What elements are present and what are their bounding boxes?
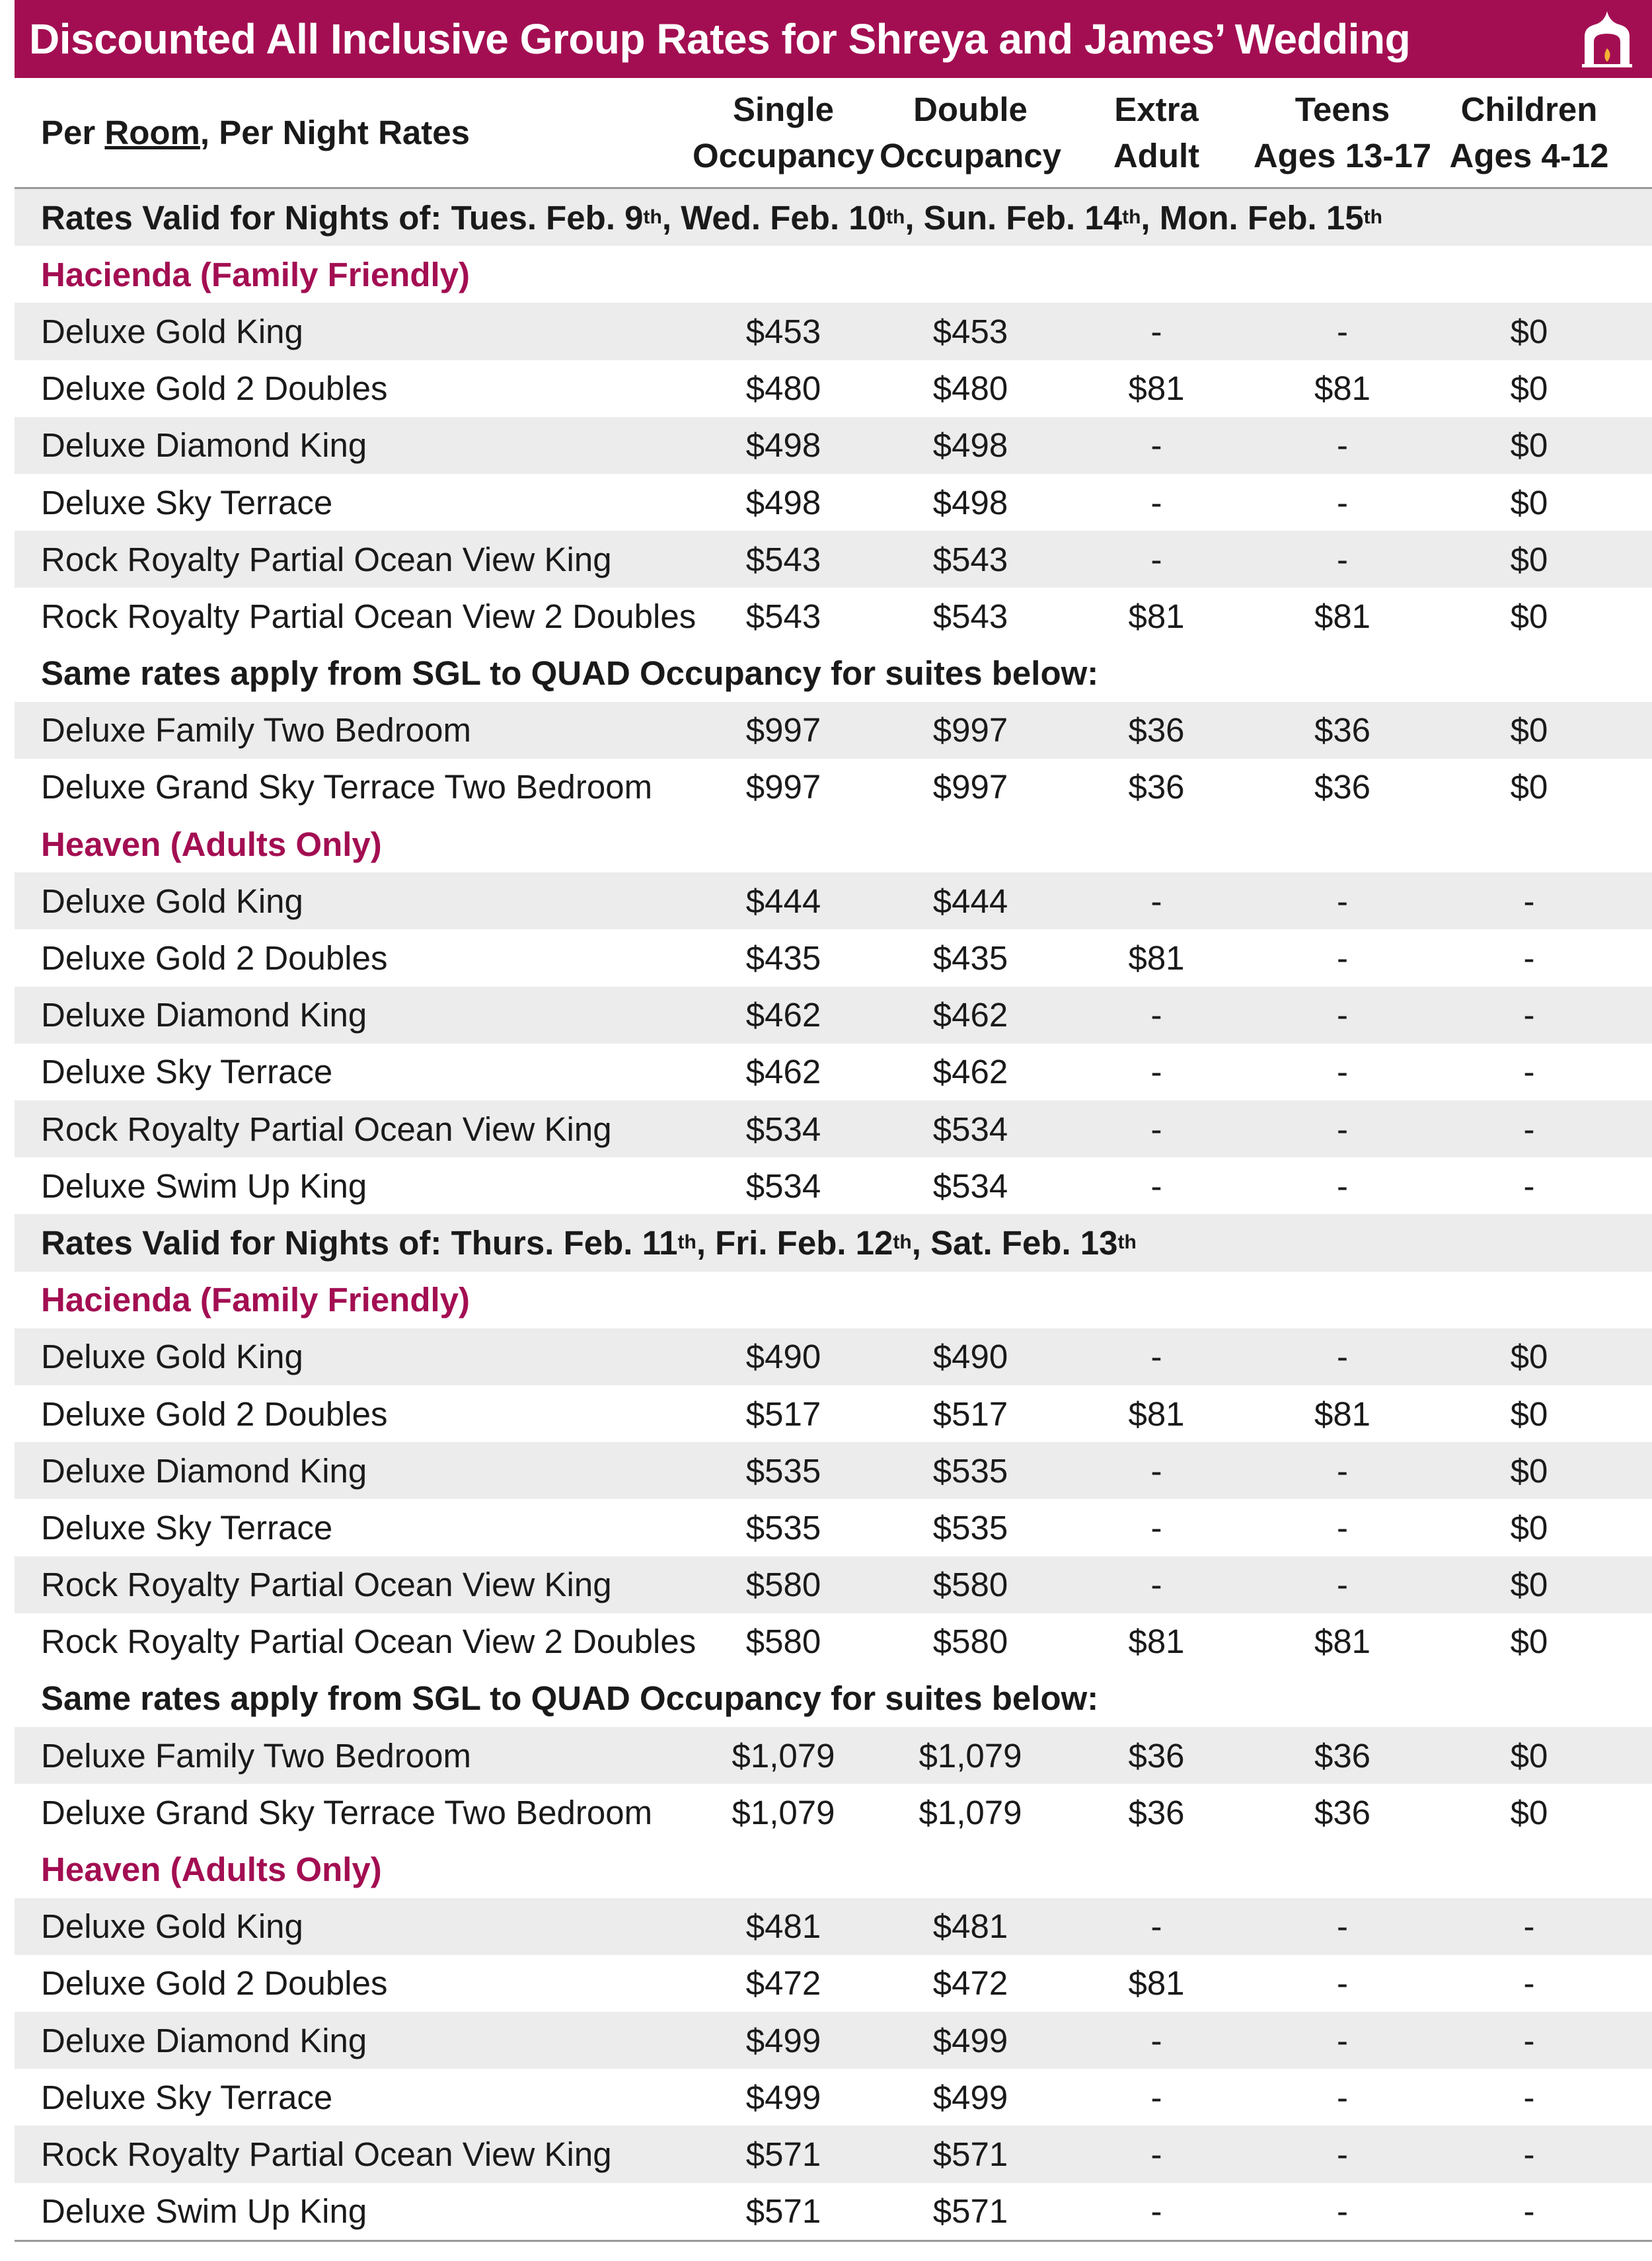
title-bar: [15, 0, 1652, 78]
teens-rate: -: [1337, 996, 1348, 1034]
rate-table-body: [15, 189, 1652, 2240]
table-row: [15, 987, 1652, 1044]
single-rate: $534: [745, 1110, 821, 1148]
room-type: Deluxe Grand Sky Terrace Two Bedroom: [41, 1793, 653, 1831]
rate-period-header: Rates Valid for Nights of: Thurs. Feb. 11 th , Fri. Feb. 12 th , Sat. Feb. 13 th: [15, 1214, 1652, 1271]
room-underlined: Room: [104, 114, 200, 151]
double-rate: $543: [932, 597, 1008, 635]
table-row: [15, 1385, 1652, 1442]
single-rate: $480: [745, 369, 821, 408]
extra-adult-rate: -: [1150, 2078, 1162, 2116]
extra-adult-rate: -: [1150, 996, 1162, 1034]
extra-adult-rate: -: [1150, 483, 1162, 521]
extra-adult-rate: -: [1150, 312, 1162, 350]
table-row: [15, 1955, 1652, 2012]
table-row: [15, 2126, 1652, 2182]
header-single: Single Occupancy: [693, 90, 874, 174]
single-rate: $997: [745, 711, 821, 749]
double-rate: $481: [932, 1907, 1008, 1946]
extra-adult-rate: -: [1150, 2192, 1162, 2231]
room-type: Rock Royalty Partial Ocean View 2 Doubles: [41, 1623, 696, 1661]
teens-rate: -: [1337, 1566, 1348, 1604]
children-rate: -: [1523, 1907, 1535, 1946]
room-type: Deluxe Swim Up King: [41, 1167, 367, 1205]
double-rate: $580: [932, 1623, 1008, 1661]
room-type: Deluxe Gold 2 Doubles: [41, 1395, 388, 1433]
table-row: [15, 929, 1652, 986]
children-rate: $0: [1510, 597, 1548, 635]
single-rate: $534: [745, 1167, 821, 1205]
room-type: Deluxe Sky Terrace: [41, 1508, 333, 1547]
table-row: [15, 1044, 1652, 1100]
table-row: [15, 702, 1652, 759]
column-header-row: [15, 78, 1652, 189]
children-rate: $0: [1510, 1736, 1548, 1775]
teens-rate: -: [1337, 312, 1348, 350]
extra-adult-rate: -: [1150, 1566, 1162, 1604]
resort-section-header: Heaven (Adults Only): [41, 825, 382, 863]
children-rate: $0: [1510, 1566, 1548, 1604]
children-rate: -: [1523, 1964, 1535, 2003]
room-type: Rock Royalty Partial Ocean View King: [41, 540, 612, 578]
extra-adult-rate: $36: [1128, 711, 1185, 749]
single-rate: $444: [745, 882, 821, 920]
teens-rate: -: [1337, 426, 1348, 465]
extra-adult-rate: -: [1150, 2135, 1162, 2173]
table-row: [15, 872, 1652, 929]
room-type: Deluxe Gold King: [41, 1907, 303, 1946]
teens-rate: -: [1337, 483, 1348, 521]
extra-adult-rate: -: [1150, 540, 1162, 578]
room-type: Deluxe Diamond King: [41, 2021, 367, 2059]
double-rate: $997: [932, 768, 1008, 806]
children-rate: $0: [1510, 1395, 1548, 1433]
extra-adult-rate: -: [1150, 1167, 1162, 1205]
children-rate: -: [1523, 1053, 1535, 1091]
header-teens: Teens Ages 13-17: [1253, 90, 1432, 174]
extra-adult-rate: $81: [1128, 1964, 1185, 2003]
table-row: [15, 1613, 1652, 1670]
children-rate: $0: [1510, 1508, 1548, 1547]
double-rate: $435: [932, 939, 1008, 977]
children-rate: $0: [1510, 711, 1548, 749]
single-rate: $499: [745, 2021, 821, 2059]
double-rate: $462: [932, 1053, 1008, 1091]
room-type: Deluxe Gold 2 Doubles: [41, 1964, 388, 2003]
children-rate: -: [1523, 882, 1535, 920]
room-type: Deluxe Gold King: [41, 882, 303, 920]
double-rate: $472: [932, 1964, 1008, 2003]
teens-rate: -: [1337, 1338, 1348, 1376]
children-rate: -: [1523, 2078, 1535, 2116]
single-rate: $571: [745, 2192, 821, 2231]
table-row: [15, 360, 1652, 417]
rate-period-header: Rates Valid for Nights of: Tues. Feb. 9 th , Wed. Feb. 10 th , Sun. Feb. 14 th , Mon. Feb. 15 th: [15, 189, 1652, 246]
children-rate: $0: [1510, 540, 1548, 578]
table-row: [15, 1727, 1652, 1784]
teens-rate: $36: [1314, 711, 1371, 749]
room-type: Deluxe Sky Terrace: [41, 483, 333, 521]
single-rate: $462: [745, 996, 821, 1034]
resort-section-header: Heaven (Adults Only): [41, 1851, 382, 1889]
single-rate: $453: [745, 312, 821, 350]
double-rate: $499: [932, 2078, 1008, 2116]
table-row: [15, 1499, 1652, 1556]
table-row: [15, 2183, 1652, 2240]
single-rate: $535: [745, 1451, 821, 1490]
teens-rate: -: [1337, 1167, 1348, 1205]
children-rate: $0: [1510, 426, 1548, 465]
extra-adult-rate: -: [1150, 882, 1162, 920]
double-rate: $480: [932, 369, 1008, 408]
single-rate: $1,079: [732, 1793, 835, 1831]
children-rate: $0: [1510, 1623, 1548, 1661]
header-double: Double Occupancy: [880, 90, 1061, 174]
room-type: Deluxe Grand Sky Terrace Two Bedroom: [41, 768, 653, 806]
single-rate: $535: [745, 1508, 821, 1547]
rates-basis-label: Per Room, Per Night Rates: [41, 114, 470, 151]
room-type: Deluxe Family Two Bedroom: [41, 1736, 471, 1775]
extra-adult-rate: -: [1150, 1053, 1162, 1091]
teens-rate: -: [1337, 1451, 1348, 1490]
children-rate: $0: [1510, 1451, 1548, 1490]
double-rate: $580: [932, 1566, 1008, 1604]
table-row: [15, 1328, 1652, 1385]
children-rate: -: [1523, 2021, 1535, 2059]
single-rate: $472: [745, 1964, 821, 2003]
teens-rate: -: [1337, 1964, 1348, 2003]
room-type: Deluxe Gold 2 Doubles: [41, 369, 388, 408]
extra-adult-rate: $36: [1128, 1793, 1185, 1831]
room-type: Deluxe Gold King: [41, 1338, 303, 1376]
table-row: [15, 474, 1652, 531]
table-row: [15, 303, 1652, 360]
children-rate: $0: [1510, 1793, 1548, 1831]
teens-rate: -: [1337, 540, 1348, 578]
room-type: Deluxe Diamond King: [41, 1451, 367, 1490]
teens-rate: -: [1337, 2021, 1348, 2059]
children-rate: $0: [1510, 483, 1548, 521]
children-rate: -: [1523, 2192, 1535, 2231]
single-rate: $580: [745, 1566, 821, 1604]
room-type: Rock Royalty Partial Ocean View King: [41, 1110, 612, 1148]
page-title: Discounted All Inclusive Group Rates for Shreya and James’ Wedding: [29, 15, 1411, 63]
teens-rate: $81: [1314, 597, 1371, 635]
teens-rate: $36: [1314, 768, 1371, 806]
table-row: [15, 531, 1652, 588]
teens-rate: -: [1337, 2135, 1348, 2173]
extra-adult-rate: -: [1150, 1508, 1162, 1547]
single-rate: $498: [745, 426, 821, 465]
children-rate: $0: [1510, 1338, 1548, 1376]
children-rate: -: [1523, 2135, 1535, 2173]
single-rate: $543: [745, 540, 821, 578]
children-rate: -: [1523, 1110, 1535, 1148]
double-rate: $1,079: [919, 1793, 1022, 1831]
header-extra-adult: Extra Adult: [1113, 90, 1200, 174]
extra-adult-rate: $36: [1128, 1736, 1185, 1775]
extra-adult-rate: $81: [1128, 1623, 1185, 1661]
children-rate: $0: [1510, 312, 1548, 350]
double-rate: $498: [932, 483, 1008, 521]
extra-adult-rate: -: [1150, 1338, 1162, 1376]
extra-adult-rate: $36: [1128, 768, 1185, 806]
table-row: [15, 1157, 1652, 1214]
teens-rate: -: [1337, 1907, 1348, 1946]
table-row: [15, 417, 1652, 474]
teens-rate: $36: [1314, 1793, 1371, 1831]
double-rate: $534: [932, 1110, 1008, 1148]
children-rate: -: [1523, 996, 1535, 1034]
teens-rate: -: [1337, 1508, 1348, 1547]
single-rate: $543: [745, 597, 821, 635]
double-rate: $444: [932, 882, 1008, 920]
single-rate: $517: [745, 1395, 821, 1433]
room-type: Deluxe Swim Up King: [41, 2192, 367, 2231]
rate-sheet: [15, 0, 1652, 2242]
children-rate: $0: [1510, 768, 1548, 806]
extra-adult-rate: -: [1150, 1907, 1162, 1946]
double-rate: $571: [932, 2192, 1008, 2231]
single-rate: $481: [745, 1907, 821, 1946]
room-type: Deluxe Sky Terrace: [41, 2078, 333, 2116]
teens-rate: -: [1337, 1110, 1348, 1148]
suite-rate-note: Same rates apply from SGL to QUAD Occupancy for suites below:: [41, 1679, 1099, 1718]
table-row: [15, 1442, 1652, 1499]
table-row: [15, 759, 1652, 816]
single-rate: $997: [745, 768, 821, 806]
room-type: Rock Royalty Partial Ocean View 2 Doubles: [41, 597, 696, 635]
room-type: Rock Royalty Partial Ocean View King: [41, 1566, 612, 1604]
extra-adult-rate: $81: [1128, 369, 1185, 408]
header-children: Children Ages 4-12: [1449, 90, 1609, 174]
extra-adult-rate: -: [1150, 2021, 1162, 2059]
table-row: [15, 2069, 1652, 2126]
single-rate: $462: [745, 1053, 821, 1091]
single-rate: $499: [745, 2078, 821, 2116]
resort-logo-icon: [1575, 7, 1639, 71]
resort-section-header: Hacienda (Family Friendly): [41, 255, 470, 293]
extra-adult-rate: $81: [1128, 597, 1185, 635]
room-type: Deluxe Diamond King: [41, 996, 367, 1034]
extra-adult-rate: -: [1150, 1451, 1162, 1490]
extra-adult-rate: $81: [1128, 1395, 1185, 1433]
room-type: Rock Royalty Partial Ocean View King: [41, 2135, 612, 2173]
room-type: Deluxe Gold King: [41, 312, 303, 350]
single-rate: $498: [745, 483, 821, 521]
double-rate: $462: [932, 996, 1008, 1034]
double-rate: $534: [932, 1167, 1008, 1205]
table-row: [15, 1556, 1652, 1613]
bottom-divider: [15, 2240, 1652, 2242]
teens-rate: -: [1337, 2078, 1348, 2116]
room-type: Deluxe Gold 2 Doubles: [41, 939, 388, 977]
teens-rate: -: [1337, 939, 1348, 977]
resort-section-header: Hacienda (Family Friendly): [41, 1281, 470, 1319]
single-rate: $571: [745, 2135, 821, 2173]
single-rate: $580: [745, 1623, 821, 1661]
children-rate: $0: [1510, 369, 1548, 408]
double-rate: $453: [932, 312, 1008, 350]
single-rate: $490: [745, 1338, 821, 1376]
extra-adult-rate: $81: [1128, 939, 1185, 977]
table-row: [15, 588, 1652, 644]
table-row: [15, 1784, 1652, 1841]
teens-rate: -: [1337, 1053, 1348, 1091]
single-rate: $1,079: [732, 1736, 835, 1775]
table-row: [15, 1100, 1652, 1157]
single-rate: $435: [745, 939, 821, 977]
extra-adult-rate: -: [1150, 1110, 1162, 1148]
double-rate: $535: [932, 1451, 1008, 1490]
double-rate: $517: [932, 1395, 1008, 1433]
double-rate: $1,079: [919, 1736, 1022, 1775]
teens-rate: $81: [1314, 1395, 1371, 1433]
double-rate: $499: [932, 2021, 1008, 2059]
extra-adult-rate: -: [1150, 426, 1162, 465]
double-rate: $997: [932, 711, 1008, 749]
double-rate: $490: [932, 1338, 1008, 1376]
teens-rate: $81: [1314, 1623, 1371, 1661]
double-rate: $535: [932, 1508, 1008, 1547]
room-type: Deluxe Sky Terrace: [41, 1053, 333, 1091]
double-rate: $498: [932, 426, 1008, 465]
double-rate: $543: [932, 540, 1008, 578]
table-row: [15, 2012, 1652, 2069]
children-rate: -: [1523, 1167, 1535, 1205]
room-type: Deluxe Diamond King: [41, 426, 367, 465]
suite-rate-note: Same rates apply from SGL to QUAD Occupancy for suites below:: [41, 654, 1099, 693]
teens-rate: $36: [1314, 1736, 1371, 1775]
room-type: Deluxe Family Two Bedroom: [41, 711, 471, 749]
teens-rate: -: [1337, 882, 1348, 920]
children-rate: -: [1523, 939, 1535, 977]
table-row: [15, 1898, 1652, 1955]
teens-rate: $81: [1314, 369, 1371, 408]
teens-rate: -: [1337, 2192, 1348, 2231]
double-rate: $571: [932, 2135, 1008, 2173]
